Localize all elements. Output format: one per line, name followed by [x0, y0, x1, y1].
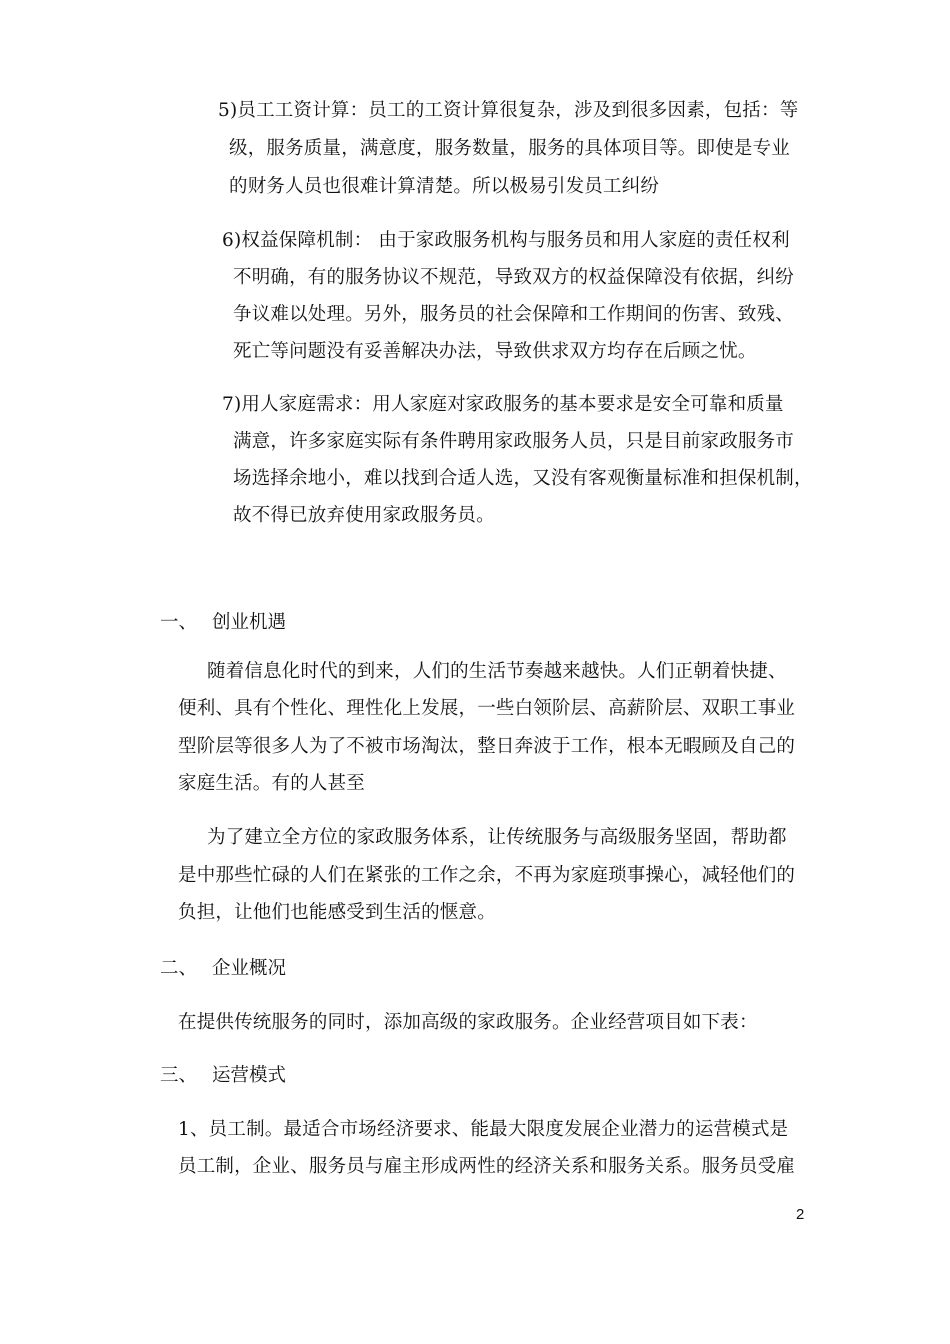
text-line: 随着信息化时代的到来，人们的生活节奏越来越快。人们正朝着快捷、	[207, 661, 787, 682]
text-line: 5)员工工资计算：员工的工资计算很复杂，涉及到很多因素，包括：等	[218, 100, 799, 121]
text-line: 便利、具有个性化、理性化上发展，一些白领阶层、高薪阶层、双职工事业	[178, 698, 796, 719]
text-line: 不明确，有的服务协议不规范，导致双方的权益保障没有依据，纠纷	[233, 267, 795, 288]
section-heading-overview	[160, 957, 286, 981]
text-line: 争议难以处理。另外，服务员的社会保障和工作期间的伤害、致残、	[233, 304, 795, 325]
text-line: 满意，许多家庭实际有条件聘用家政服务人员，只是目前家政服务市	[233, 431, 795, 452]
text-line: 故不得已放弃使用家政服务员。	[233, 505, 495, 526]
section-heading-operation	[160, 1064, 286, 1088]
text-line: 员工制，企业、服务员与雇主形成两性的经济关系和服务关系。服务员受雇	[178, 1156, 796, 1177]
text-line: 负担，让他们也能感受到生活的惬意。	[178, 902, 496, 923]
text-line: 级，服务质量，满意度，服务数量，服务的具体项目等。即使是专业	[229, 138, 791, 159]
section-number: 一、	[160, 612, 198, 633]
text-line: 型阶层等很多人为了不被市场淘汰，整日奔波于工作，根本无暇顾及自己的	[178, 736, 796, 757]
text-line: 的财务人员也很难计算清楚。所以极易引发员工纠纷	[229, 176, 660, 197]
text-line: 是中那些忙碌的人们在紧张的工作之余，不再为家庭琐事操心，减轻他们的	[178, 865, 796, 886]
text-line: 为了建立全方位的家政服务体系，让传统服务与高级服务坚固，帮助都	[207, 827, 787, 848]
section-title: 企业概况	[212, 958, 287, 979]
paragraph-overview: 在提供传统服务的同时，添加高级的家政服务。企业经营项目如下表：	[178, 1012, 758, 1033]
text-line: 7)用人家庭需求：用人家庭对家政服务的基本要求是安全可靠和质量	[222, 394, 784, 415]
text-line: 6)权益保障机制： 由于家政服务机构与服务员和用人家庭的责任权利	[222, 230, 790, 251]
text-line: 1、员工制。最适合市场经济要求、能最大限度发展企业潜力的运营模式是	[178, 1119, 789, 1140]
section-number: 三、	[160, 1065, 198, 1086]
text-line: 场选择余地小，难以找到合适人选，又没有客观衡量标准和担保机制，	[233, 468, 813, 489]
section-title: 运营模式	[212, 1065, 287, 1086]
text-line: 死亡等问题没有妥善解决办法，导致供求双方均存在后顾之忧。	[233, 341, 757, 362]
text-line: 家庭生活。有的人甚至	[178, 773, 366, 794]
section-number: 二、	[160, 958, 198, 979]
page-number: 2	[796, 1206, 805, 1223]
section-heading-opportunity	[160, 611, 286, 635]
section-title: 创业机遇	[212, 612, 287, 633]
